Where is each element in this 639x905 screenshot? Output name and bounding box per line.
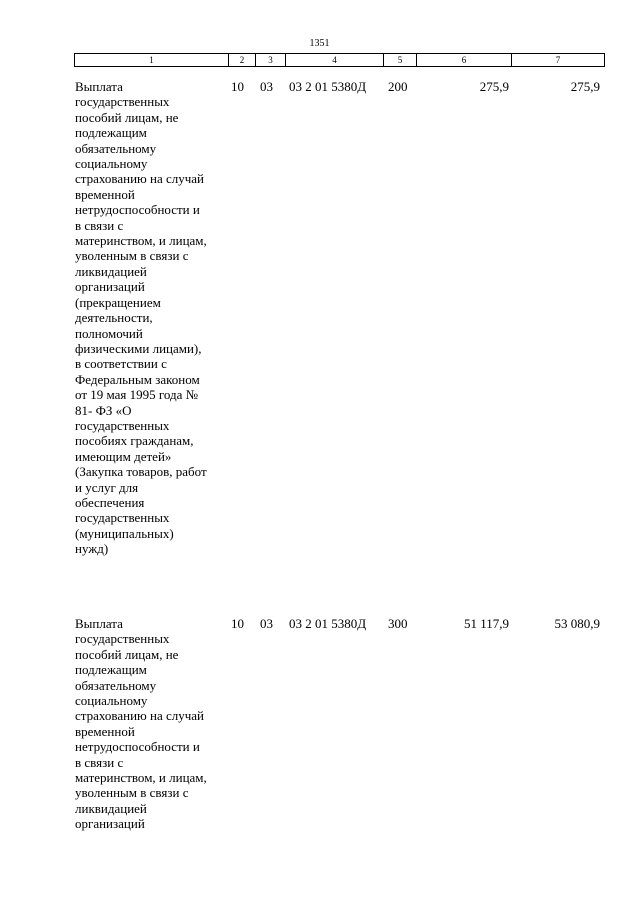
column-header-5: 5 (384, 54, 417, 66)
column-header-6: 6 (417, 54, 512, 66)
table-header (74, 53, 605, 67)
description-line: и услуг для (75, 479, 139, 495)
description-line: государственных (75, 510, 170, 526)
description-line: государственных (75, 94, 170, 110)
description-line: временной (75, 186, 135, 202)
description-line: нужд) (75, 541, 109, 557)
description-line: социальному (75, 693, 148, 709)
description-line: социальному (75, 156, 148, 172)
description-line: пособий лицам, не (75, 646, 179, 662)
row-amount-col6: 51 117,9 (463, 616, 509, 631)
description-line: физическими лицами), (75, 340, 202, 356)
description-line: страхованию на случай (75, 171, 204, 187)
row-expense-type: 300 (388, 616, 408, 631)
description-line: нетрудоспособности и (75, 202, 200, 218)
description-line: (Закупка товаров, работ (75, 464, 207, 480)
description-line: государственных (75, 631, 170, 647)
row-description (75, 616, 233, 832)
description-line: материнством, и лицам, (75, 233, 207, 249)
description-line: нетрудоспособности и (75, 739, 200, 755)
row-section: 10 (231, 616, 244, 631)
row-amount-col6: 275,9 (479, 79, 509, 94)
description-line: обязательному (75, 677, 157, 693)
column-header-7: 7 (555, 55, 561, 65)
row-expense-type: 200 (388, 79, 408, 94)
row-target-code: 03 2 01 5380Д (289, 79, 367, 94)
row-amount-col7: 53 080,9 (554, 616, 600, 631)
column-header-2: 2 (229, 54, 256, 66)
description-line: подлежащим (75, 125, 147, 141)
description-line: Федеральным законом (75, 371, 200, 387)
description-line: пособиях гражданам, (75, 433, 194, 449)
row-subsection: 03 (260, 79, 273, 94)
description-line: организаций (75, 279, 145, 295)
description-line: в связи с (75, 754, 124, 770)
column-header-1: 1 (75, 54, 229, 66)
description-line: ликвидацией (75, 800, 147, 816)
column-header-4: 4 (286, 54, 384, 66)
description-line: подлежащим (75, 662, 147, 678)
description-line: 81- ФЗ «О (75, 402, 132, 418)
description-line: Выплата (75, 616, 123, 631)
description-line: в связи с (75, 217, 124, 233)
description-line: Выплата (75, 79, 123, 94)
description-line: уволенным в связи с (75, 248, 189, 264)
description-line: от 19 мая 1995 года № (75, 387, 199, 403)
description-line: полномочий (75, 325, 143, 341)
description-line: (муниципальных) (75, 525, 174, 541)
description-line: пособий лицам, не (75, 109, 179, 125)
description-line: уволенным в связи с (75, 785, 189, 801)
description-line: страхованию на случай (75, 708, 204, 724)
page-number: 1351 (309, 38, 330, 49)
description-line: в соответствии с (75, 356, 167, 372)
description-line: обязательному (75, 140, 157, 156)
description-line: имеющим детей» (75, 448, 172, 464)
description-line: материнством, и лицам, (75, 770, 207, 786)
row-amount-col7: 275,9 (570, 79, 600, 94)
row-section: 10 (231, 79, 244, 94)
description-line: организаций (75, 816, 145, 832)
description-line: временной (75, 723, 135, 739)
description-line: обеспечения (75, 494, 145, 510)
row-target-code: 03 2 01 5380Д (289, 616, 367, 631)
row-description (75, 79, 233, 557)
description-line: деятельности, (75, 310, 153, 326)
description-line: (прекращением (75, 294, 161, 310)
column-header-3: 3 (256, 54, 286, 66)
row-subsection: 03 (260, 616, 273, 631)
description-line: ликвидацией (75, 263, 147, 279)
description-line: государственных (75, 417, 170, 433)
